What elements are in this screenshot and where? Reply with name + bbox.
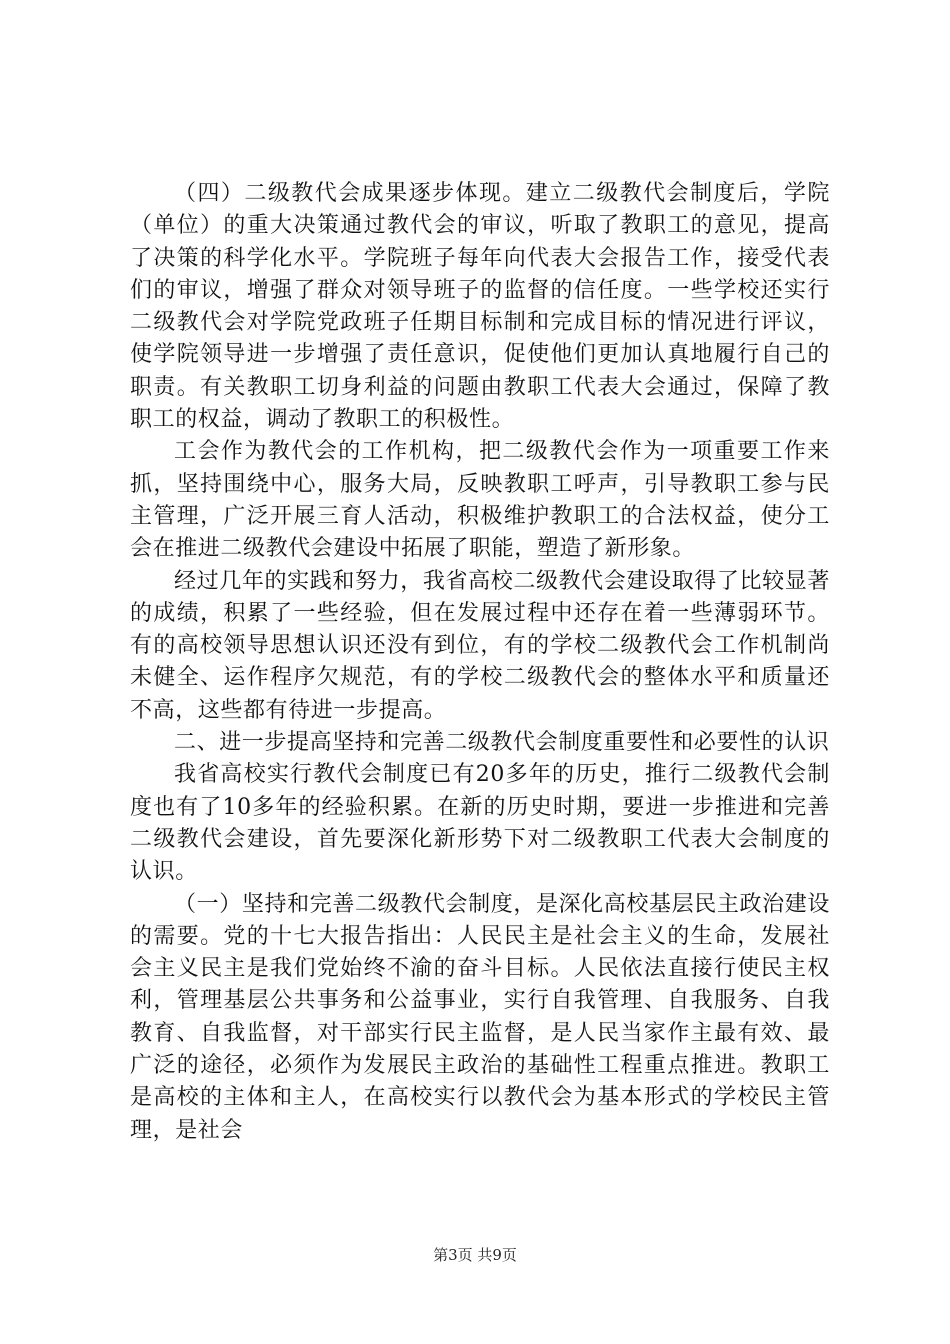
paragraph-1: （四）二级教代会成果逐步体现。建立二级教代会制度后，学院（单位）的重大决策通过教代会的审议，听取了教职工的意见，提高了决策的科学化水平。学院班子每年向代表大会报告工作，接受代表们的审议，增强了群众对领导班子的监督的信任度。一些学校还实行二级教代会对学院党政班子任期目标制和完成目标的情况进行评议，使学院领导进一步增强了责任意识，促使他们更加认真地履行自己的职责。有关教职工切身利益的问题由教职工代表大会通过，保障了教职工的权益，调动了教职工的积极性。 <box>130 181 830 433</box>
paragraph-2: 工会作为教代会的工作机构，把二级教代会作为一项重要工作来抓，坚持围绕中心，服务大局，反映教职工呼声，引导教职工参与民主管理，广泛开展三育人活动，积极维护教职工的合法权益，使分工会在推进二级教代会建设中拓展了职能，塑造了新形象。 <box>130 439 830 562</box>
section-heading-2: 二、进一步提高坚持和完善二级教代会制度重要性和必要性的认识 <box>174 730 830 756</box>
paragraph-5: （一）坚持和完善二级教代会制度，是深化高校基层民主政治建设的需要。党的十七大报告指出：人民民主是社会主义的生命，发展社会主义民主是我们党始终不渝的奋斗目标。人民依法直接行使民主权利，管理基层公共事务和公益事业，实行自我管理、自我服务、自我教育、自我监督，对干部实行民主监督，是人民当家作主最有效、最广泛的途径，必须作为发展民主政治的基础性工程重点推进。教职工是高校的主体和主人，在高校实行以教代会为基本形式的学校民主管理，是社会 <box>130 891 830 1143</box>
page-number-footer: 第3页 共9页 <box>433 1246 517 1264</box>
paragraph-3: 经过几年的实践和努力，我省高校二级教代会建设取得了比较显著的成绩，积累了一些经验，但在发展过程中还存在着一些薄弱环节。有的高校领导思想认识还没有到位，有的学校二级教代会工作机制尚未健全、运作程序欠规范，有的学校二级教代会的整体水平和质量还不高，这些都有待进一步提高。 <box>130 568 830 723</box>
document-body <box>130 178 830 1147</box>
paragraph-4: 我省高校实行教代会制度已有20多年的历史，推行二级教代会制度也有了10多年的经验积累。在新的历史时期，要进一步推进和完善二级教代会建设，首先要深化新形势下对二级教职工代表大会制度的认识。 <box>130 762 830 885</box>
